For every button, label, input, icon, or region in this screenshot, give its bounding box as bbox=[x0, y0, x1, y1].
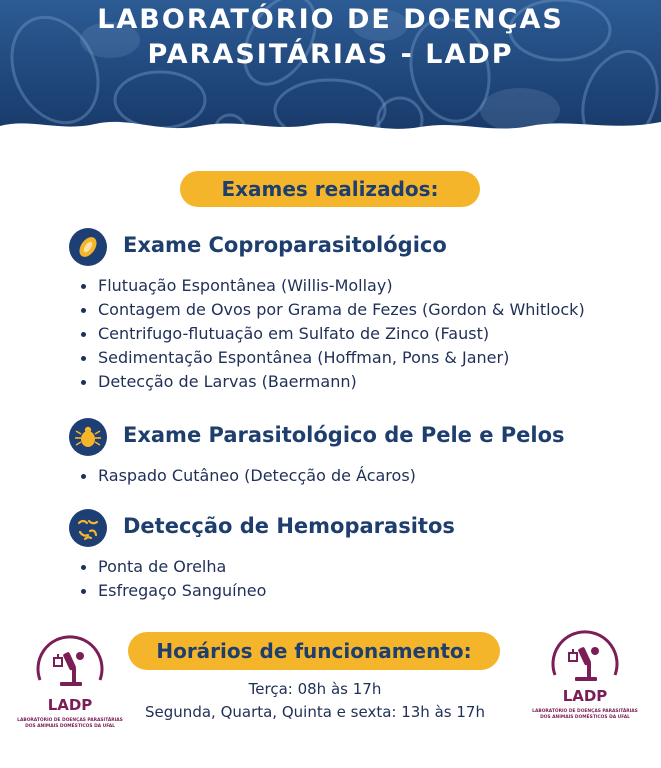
title-line-2: PARASITÁRIAS - LADP bbox=[147, 39, 514, 70]
header-banner bbox=[0, 0, 661, 150]
hours-heading-badge: Horários de funcionamento: bbox=[128, 632, 500, 670]
list-item: Detecção de Larvas (Baermann) bbox=[78, 370, 585, 394]
list-item: Ponta de Orelha bbox=[78, 555, 266, 579]
logo-name: LADP bbox=[562, 687, 608, 705]
list-item: Flutuação Espontânea (Willis-Mollay) bbox=[78, 274, 585, 298]
coproparasitologico-list bbox=[78, 274, 585, 394]
page-title bbox=[0, 2, 661, 72]
ladp-logo-left bbox=[0, 632, 140, 742]
logo-subtitle-line-1: LABORATÓRIO DE DOENÇAS PARASITÁRIAS bbox=[17, 718, 123, 723]
logo-subtitle-line-1: LABORATÓRIO DE DOENÇAS PARASITÁRIAS bbox=[532, 709, 638, 714]
section-title-hemoparasitos: Detecção de Hemoparasitos bbox=[123, 514, 455, 538]
egg-icon bbox=[69, 228, 107, 266]
pele-pelos-list bbox=[78, 464, 416, 488]
section-title-pele-pelos: Exame Parasitológico de Pele e Pelos bbox=[123, 423, 565, 447]
list-item: Sedimentação Espontânea (Hoffman, Pons & Janer) bbox=[78, 346, 585, 370]
list-item: Centrifugo-flutuação em Sulfato de Zinco (Faust) bbox=[78, 322, 585, 346]
hours-line-2: Segunda, Quarta, Quinta e sexta: 13h às 17h bbox=[145, 703, 485, 721]
exams-heading-badge: Exames realizados: bbox=[180, 171, 480, 207]
logo-subtitle-line-2: DOS ANIMAIS DOMÉSTICOS DA UFAL bbox=[25, 724, 115, 729]
list-item: Raspado Cutâneo (Detecção de Ácaros) bbox=[78, 464, 416, 488]
title-line-1: LABORATÓRIO DE DOENÇAS bbox=[97, 4, 564, 35]
section-title-coproparasitologico: Exame Coproparasitológico bbox=[123, 233, 447, 257]
ladp-logo-right bbox=[515, 625, 655, 735]
hours-line-1: Terça: 08h às 17h bbox=[248, 680, 382, 698]
list-item: Contagem de Ovos por Grama de Fezes (Gordon & Whitlock) bbox=[78, 298, 585, 322]
logo-subtitle-line-2: DOS ANIMAIS DOMÉSTICOS DA UFAL bbox=[540, 715, 630, 720]
list-item: Esfregaço Sanguíneo bbox=[78, 579, 266, 603]
hemoparasite-icon bbox=[69, 509, 107, 547]
hemoparasitos-list bbox=[78, 555, 266, 603]
opening-hours bbox=[130, 678, 500, 724]
logo-name: LADP bbox=[47, 696, 93, 714]
mite-icon bbox=[69, 418, 107, 456]
